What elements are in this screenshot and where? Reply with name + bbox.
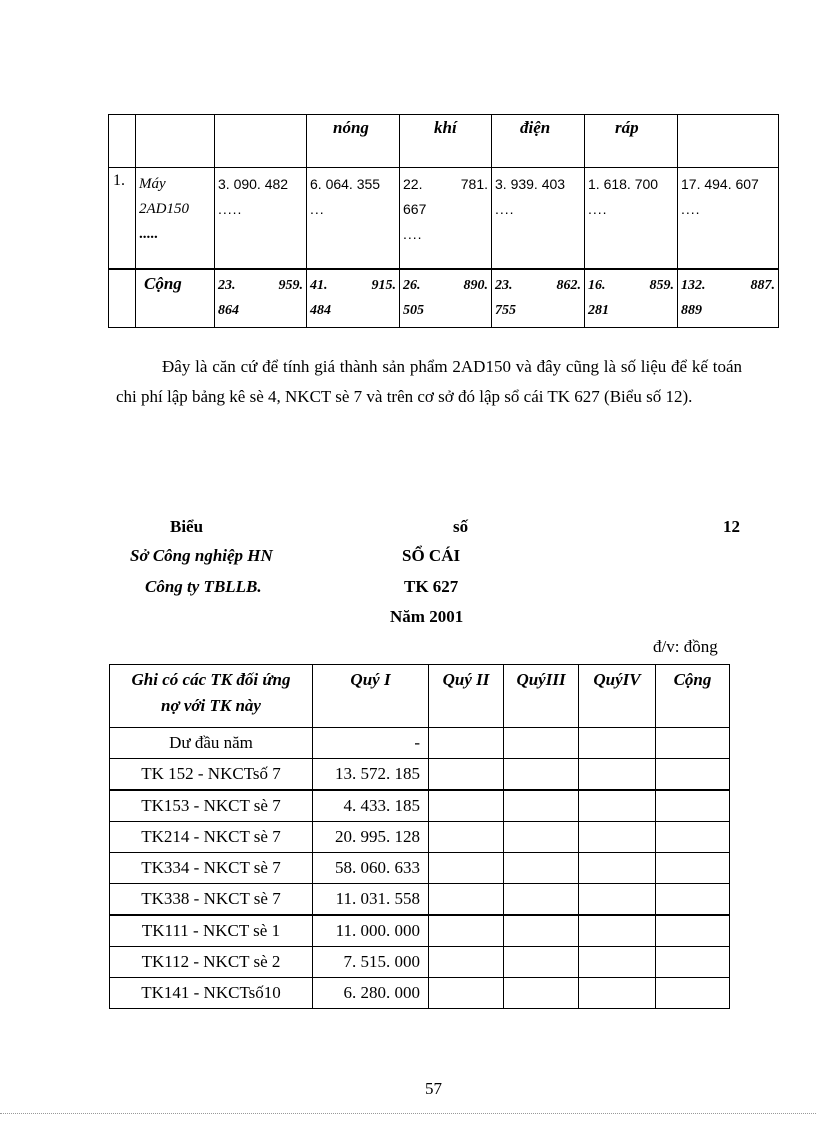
so-word: số [453, 517, 469, 536]
product-name-line2: 2AD150 [139, 201, 189, 217]
q1-value: 7. 515. 000 [313, 947, 429, 978]
total-part: 864 [218, 303, 239, 318]
ledger-header-q1: Quý I [313, 665, 429, 728]
ledger-header-account [110, 665, 313, 728]
total-value [656, 759, 730, 791]
ledger-header-q4: QuýIV [579, 665, 656, 728]
value-text: 3. 939. 403 [495, 176, 566, 192]
q2-value [429, 790, 504, 822]
ledger-header-q2: Quý II [429, 665, 504, 728]
ledger-header-row [110, 665, 730, 728]
q1-value: 4. 433. 185 [313, 790, 429, 822]
table-row [110, 915, 730, 947]
dots-text: .... [588, 201, 608, 217]
total-part: 132. [681, 278, 706, 293]
dots-text: ..... [218, 201, 243, 217]
dots-text: .... [403, 226, 423, 242]
q3-value [504, 790, 579, 822]
value-cell [215, 168, 307, 270]
table-row [110, 884, 730, 916]
page-number: 57 [425, 1079, 442, 1098]
cost-table-row-2ad150 [109, 168, 779, 270]
total-part: 859. [649, 278, 674, 293]
header-line: nợ với TK này [161, 696, 261, 715]
total-value-cell [585, 269, 678, 328]
q1-value: 11. 000. 000 [313, 915, 429, 947]
q4-value [579, 822, 656, 853]
total-value-cell [678, 269, 779, 328]
q2-value [429, 884, 504, 916]
table-row [110, 978, 730, 1009]
value-part: 667 [403, 201, 427, 217]
value-text: 6. 064. 355 [310, 176, 381, 192]
total-label: Cộng [136, 269, 215, 328]
total-value [656, 978, 730, 1009]
total-value [656, 728, 730, 759]
total-value [656, 915, 730, 947]
q4-value [579, 915, 656, 947]
body-paragraph-text: Đây là căn cứ để tính giá thành sản phẩm 2AD150 và đây cũng là số liệu để kế toán chi phí lập bảng kê sè 4, NKCT sè 7 và trên cơ sở đó lập sổ cái TK 627 (Biểu số 12). [116, 357, 742, 406]
total-part: 889 [681, 303, 702, 318]
ledger-table [109, 664, 730, 1009]
total-part: 23. [495, 278, 513, 293]
account-title: TK 627 [404, 577, 459, 596]
table-row [110, 790, 730, 822]
total-part: 862. [556, 278, 581, 293]
q3-value [504, 822, 579, 853]
header-cell [215, 115, 307, 168]
page-bottom-border [0, 1113, 816, 1114]
value-part: 781. [460, 176, 488, 192]
total-value-cell [215, 269, 307, 328]
unit-label: đ/v: đồng [653, 637, 718, 656]
q2-value [429, 728, 504, 759]
q3-value [504, 884, 579, 916]
department-name: Sở Công nghiệp HN [130, 546, 273, 565]
value-cell [400, 168, 492, 270]
cost-table-header-row [109, 115, 779, 168]
total-value-cell [400, 269, 492, 328]
header-cell-nong: nóng [307, 115, 400, 168]
row-label: Dư đầu năm [110, 728, 313, 759]
row-label: TK338 - NKCT sè 7 [110, 884, 313, 916]
total-part: 959. [278, 278, 303, 293]
q4-value [579, 884, 656, 916]
total-value [656, 853, 730, 884]
q1-value: 11. 031. 558 [313, 884, 429, 916]
dots-text: .... [681, 201, 701, 217]
row-number: 1. [109, 168, 136, 270]
q4-value [579, 759, 656, 791]
total-part: 16. [588, 278, 606, 293]
header-cell [109, 115, 136, 168]
q1-value: 6. 280. 000 [313, 978, 429, 1009]
total-part: 41. [310, 278, 328, 293]
value-cell [307, 168, 400, 270]
table-row [110, 947, 730, 978]
q3-value [504, 853, 579, 884]
q2-value [429, 915, 504, 947]
q1-value: 13. 572. 185 [313, 759, 429, 791]
header-cell [136, 115, 215, 168]
table-row [110, 759, 730, 791]
cost-table [108, 114, 779, 328]
total-value [656, 790, 730, 822]
header-cell-khi: khí [400, 115, 492, 168]
total-part: 887. [750, 278, 775, 293]
row-label: TK334 - NKCT sè 7 [110, 853, 313, 884]
total-value-cell [307, 269, 400, 328]
total-value [656, 947, 730, 978]
dots-text: ... [310, 201, 325, 217]
row-label: TK153 - NKCT sè 7 [110, 790, 313, 822]
total-cell [109, 269, 136, 328]
q2-value [429, 978, 504, 1009]
total-value [656, 822, 730, 853]
total-part: 26. [403, 278, 421, 293]
year-title: Năm 2001 [390, 607, 464, 626]
q3-value [504, 978, 579, 1009]
total-part: 755 [495, 303, 516, 318]
total-part: 890. [463, 278, 488, 293]
value-part: 22. [403, 176, 423, 192]
cost-table-total-row [109, 269, 779, 328]
q3-value [504, 915, 579, 947]
header-cell-dien: điện [492, 115, 585, 168]
header-line: Ghi có các TK đối ứng [131, 670, 291, 689]
total-value-cell [492, 269, 585, 328]
row-label: TK112 - NKCT sè 2 [110, 947, 313, 978]
value-cell [678, 168, 779, 270]
q2-value [429, 947, 504, 978]
q1-value: - [313, 728, 429, 759]
q4-value [579, 853, 656, 884]
q1-value: 58. 060. 633 [313, 853, 429, 884]
product-name-cell [136, 168, 215, 270]
product-name-dots: ..... [139, 226, 158, 242]
q3-value [504, 947, 579, 978]
row-label: TK111 - NKCT sè 1 [110, 915, 313, 947]
q4-value [579, 790, 656, 822]
value-text: 3. 090. 482 [218, 176, 289, 192]
value-text: 1. 618. 700 [588, 176, 659, 192]
total-part: 915. [371, 278, 396, 293]
q2-value [429, 853, 504, 884]
bieu-number: 12 [723, 517, 740, 536]
ledger-title: SỔ CÁI [402, 546, 461, 565]
q4-value [579, 947, 656, 978]
table-row [110, 853, 730, 884]
q2-value [429, 759, 504, 791]
product-name-line1: Máy [139, 176, 166, 192]
dots-text: .... [495, 201, 515, 217]
row-label: TK214 - NKCT sè 7 [110, 822, 313, 853]
header-cell-rap: ráp [585, 115, 678, 168]
bieu-line [170, 517, 740, 539]
total-part: 23. [218, 278, 236, 293]
value-cell [492, 168, 585, 270]
q4-value [579, 728, 656, 759]
total-value [656, 884, 730, 916]
table-row [110, 728, 730, 759]
total-part: 484 [310, 303, 331, 318]
header-cell [678, 115, 779, 168]
q3-value [504, 728, 579, 759]
total-part: 281 [588, 303, 609, 318]
company-name: Công ty TBLLB. [145, 577, 262, 596]
value-cell [585, 168, 678, 270]
table-row [110, 822, 730, 853]
body-paragraph [116, 352, 742, 412]
q1-value: 20. 995. 128 [313, 822, 429, 853]
bieu-word: Biểu [170, 517, 204, 536]
total-part: 505 [403, 303, 424, 318]
row-label: TK 152 - NKCTsố 7 [110, 759, 313, 791]
q3-value [504, 759, 579, 791]
q2-value [429, 822, 504, 853]
value-text: 17. 494. 607 [681, 176, 759, 192]
ledger-header-total: Cộng [656, 665, 730, 728]
ledger-header-q3: QuýIII [504, 665, 579, 728]
row-label: TK141 - NKCTsố10 [110, 978, 313, 1009]
q4-value [579, 978, 656, 1009]
